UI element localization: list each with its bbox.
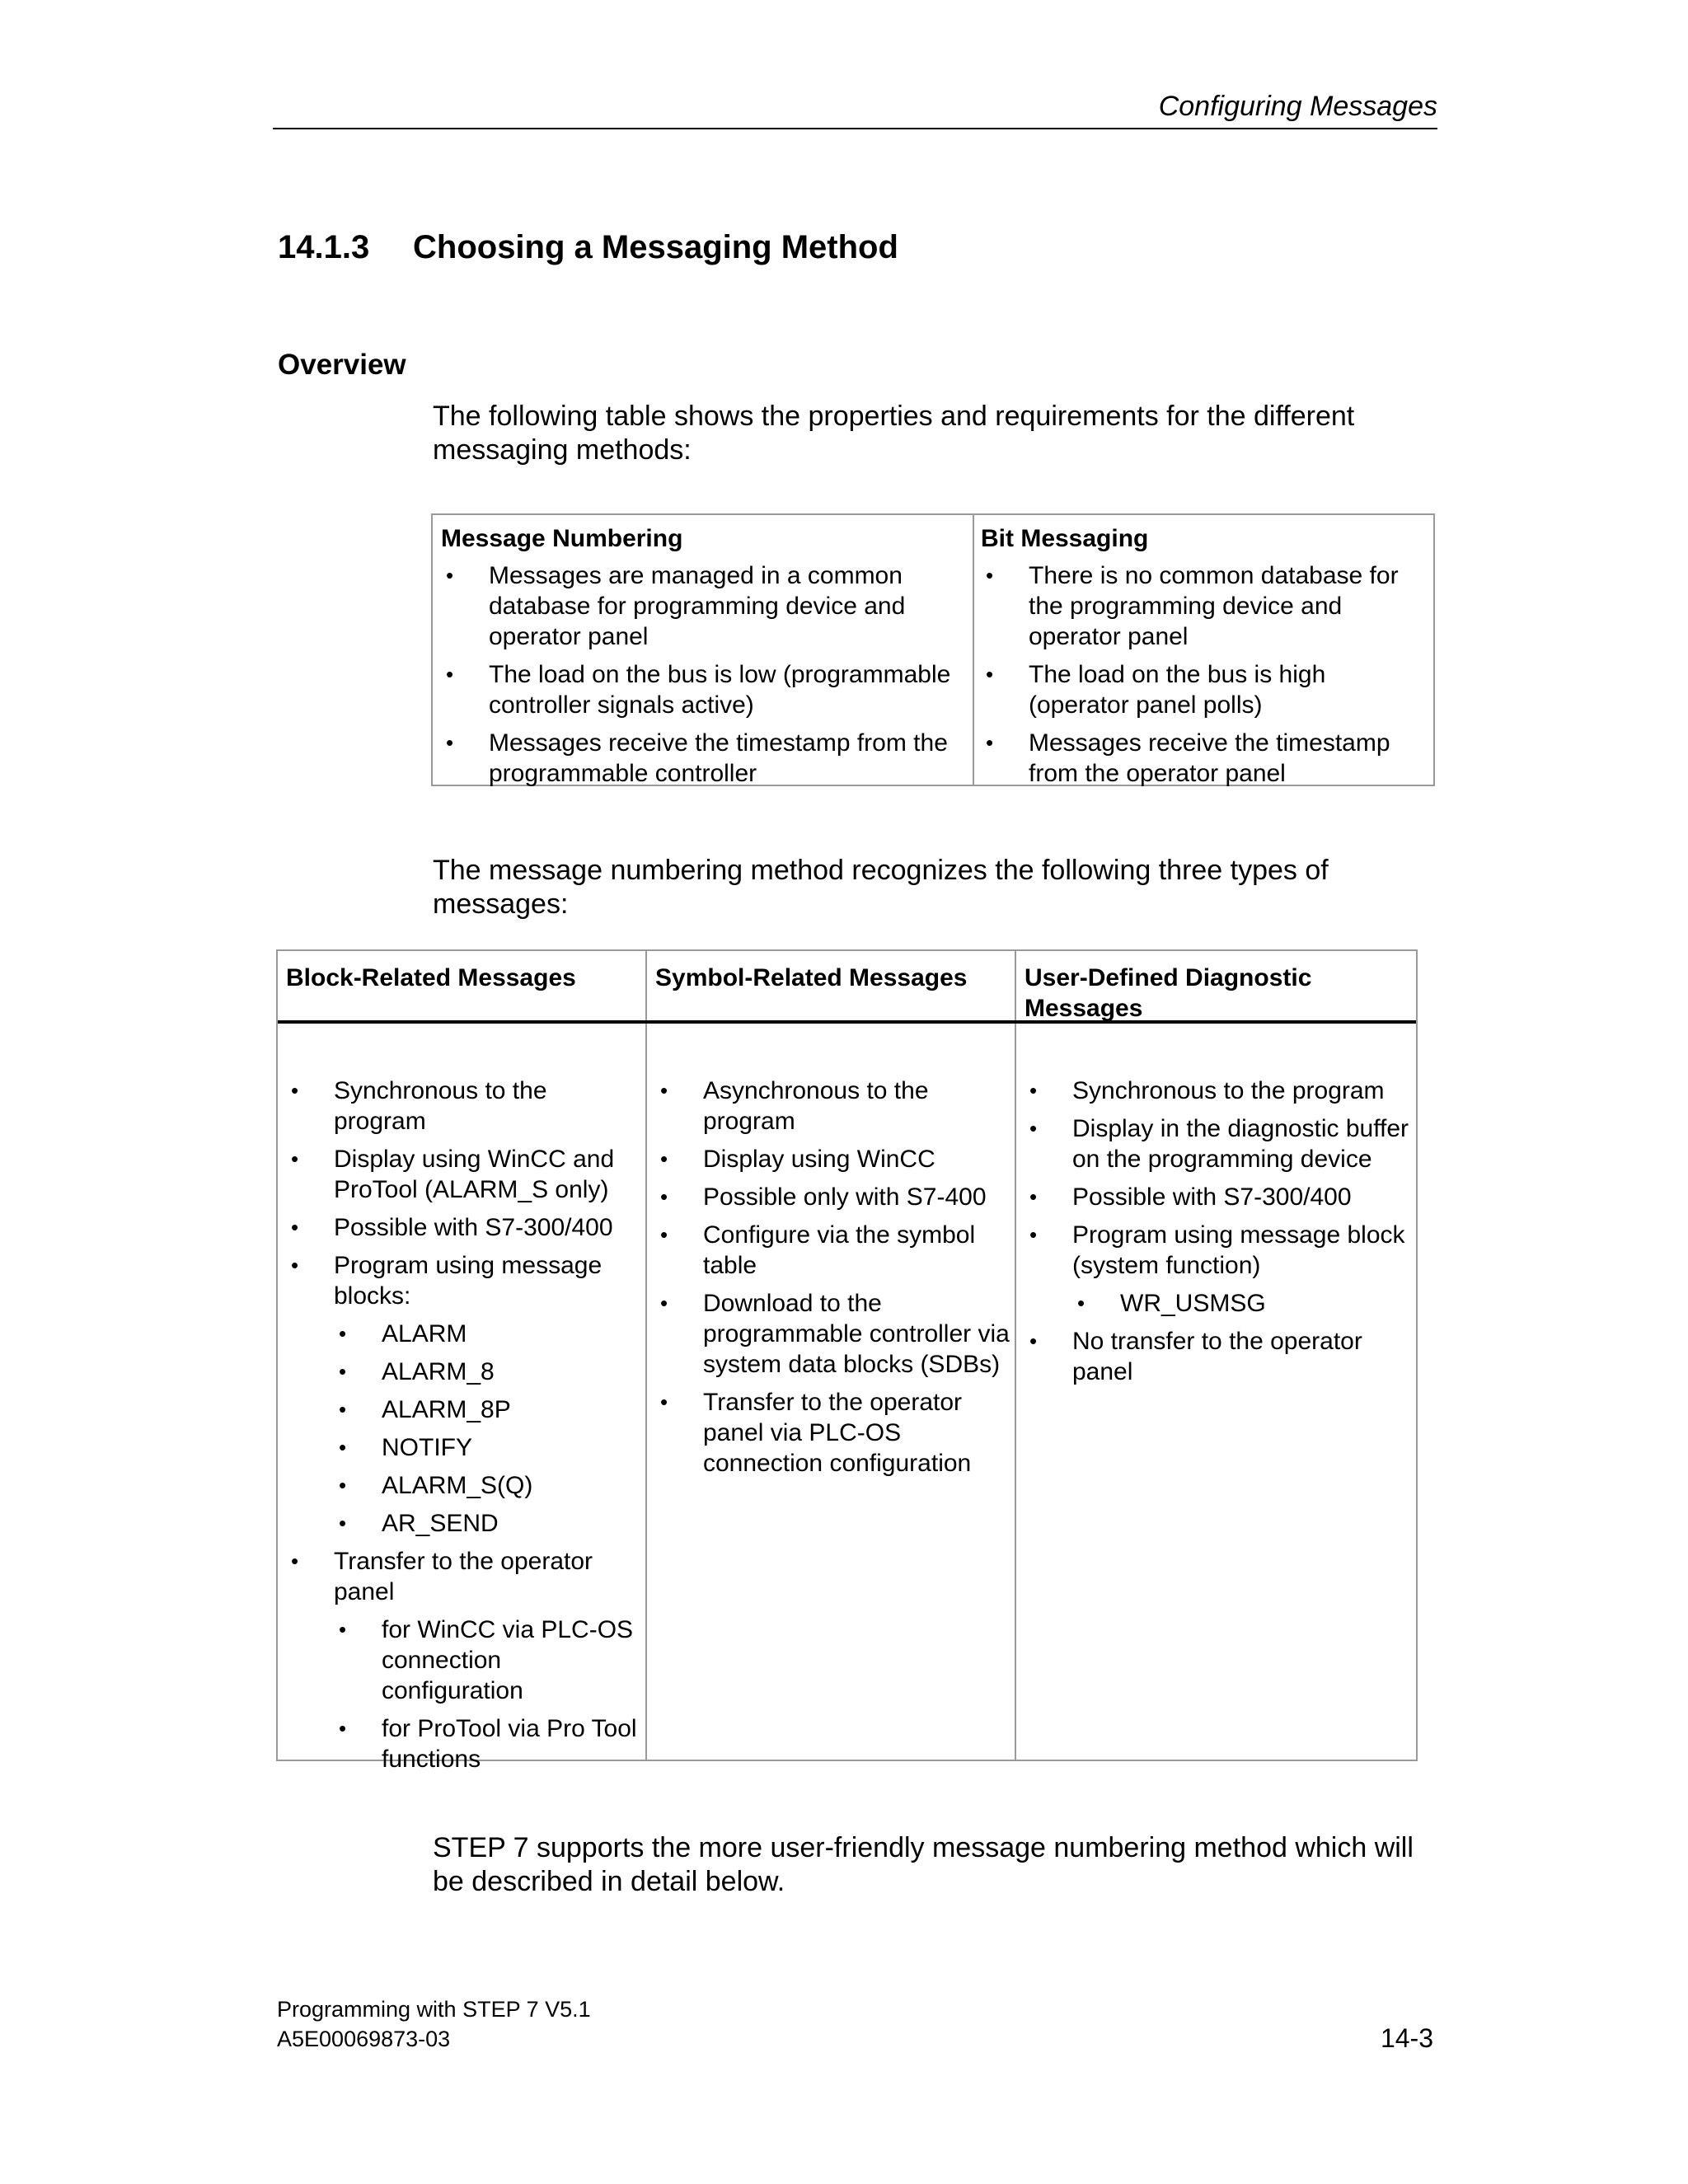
- list-item-label: Transfer to the operator panel: [334, 1548, 593, 1605]
- overview-heading: Overview: [278, 349, 406, 381]
- sub-list-item: • ALARM: [334, 1319, 640, 1349]
- closing-paragraph: STEP 7 supports the more user-friendly message numbering method which will be described in detail below.: [433, 1832, 1414, 1897]
- list-item-label: Program using message block (system function): [1072, 1221, 1405, 1279]
- bullet-list: [655, 1068, 1010, 1479]
- list-item: • There is no common database for the programming device and operator panel: [981, 560, 1430, 652]
- sub-list-item: • WR_USMSG: [1072, 1288, 1416, 1319]
- message-types-paragraph: The message numbering method recognizes the following three types of messages:: [433, 855, 1329, 920]
- list-item-label: Program using message blocks:: [334, 1252, 603, 1310]
- list-item: • Configure via the symbol table: [655, 1220, 1010, 1281]
- column-header: User-Defined Diagnostic Messages: [1025, 964, 1312, 1022]
- section-number: 14.1.3: [278, 229, 370, 265]
- list-item: • Display in the diagnostic buffer on the programming device: [1025, 1113, 1416, 1174]
- list-item: • Possible with S7-300/400: [286, 1212, 640, 1243]
- section-title: Choosing a Messaging Method: [413, 229, 898, 265]
- sub-bullet-list: [334, 1615, 640, 1774]
- header-rule: [273, 128, 1437, 129]
- column-header: Symbol-Related Messages: [655, 964, 968, 991]
- messaging-methods-table: [431, 513, 1435, 786]
- intro-paragraph: The following table shows the properties and requirements for the different messaging methods:: [433, 401, 1355, 466]
- table-column-divider: [1015, 951, 1016, 1760]
- running-header: Configuring Messages: [1158, 91, 1437, 122]
- list-item: [286, 1546, 640, 1774]
- column-header: Message Numbering: [441, 525, 683, 552]
- list-item: [1025, 1220, 1416, 1319]
- sub-list-item: • AR_SEND: [334, 1508, 640, 1539]
- list-item: [286, 1250, 640, 1539]
- message-types-table: [276, 949, 1418, 1773]
- message-numbering-column: [441, 515, 968, 789]
- block-related-column: [286, 951, 640, 1773]
- column-header: Bit Messaging: [981, 525, 1149, 552]
- list-item: • Display using WinCC and ProTool (ALARM_S only): [286, 1144, 640, 1205]
- sub-bullet-list: [334, 1319, 640, 1539]
- list-item: • Display using WinCC: [655, 1144, 1010, 1174]
- sub-list-item: • for ProTool via Pro Tool functions: [334, 1713, 640, 1774]
- bullet-list: [1025, 1068, 1416, 1387]
- user-defined-diagnostic-column: [1025, 951, 1416, 1385]
- bullet-list: [286, 1068, 640, 1774]
- sub-list-item: • ALARM_S(Q): [334, 1470, 640, 1501]
- list-item: • Transfer to the operator panel via PLC-OS connection configuration: [655, 1387, 1010, 1479]
- list-item: • Possible with S7-300/400: [1025, 1182, 1416, 1212]
- bit-messaging-column: [981, 515, 1430, 789]
- list-item: • The load on the bus is high (operator panel polls): [981, 659, 1430, 720]
- list-item: • Messages are managed in a common database for programming device and operator panel: [441, 560, 968, 652]
- list-item: • Asynchronous to the program: [655, 1076, 1010, 1137]
- table-column-divider: [973, 515, 974, 785]
- list-item: • Messages receive the timestamp from the programmable controller: [441, 728, 968, 789]
- page-number: 14-3: [1380, 2023, 1433, 2053]
- bullet-list: [981, 560, 1430, 789]
- sub-list-item: • ALARM_8P: [334, 1394, 640, 1425]
- sub-list-item: • ALARM_8: [334, 1357, 640, 1387]
- symbol-related-column: [655, 951, 1010, 1477]
- sub-list-item: • NOTIFY: [334, 1432, 640, 1463]
- column-header: Block-Related Messages: [286, 964, 576, 991]
- sub-bullet-list: [1072, 1288, 1416, 1319]
- list-item: • Synchronous to the program: [1025, 1076, 1416, 1106]
- bullet-list: [441, 560, 968, 789]
- footer-order-number: A5E00069873-03: [277, 2027, 451, 2051]
- list-item: • The load on the bus is low (programmable controller signals active): [441, 659, 968, 720]
- list-item: • Possible only with S7-400: [655, 1182, 1010, 1212]
- sub-list-item: • for WinCC via PLC-OS connection configuration: [334, 1615, 640, 1706]
- footer-left: [277, 1994, 591, 2054]
- section-heading: [278, 229, 898, 266]
- list-item: • No transfer to the operator panel: [1025, 1326, 1416, 1387]
- table-column-divider: [645, 951, 647, 1760]
- list-item: • Synchronous to the program: [286, 1076, 640, 1137]
- list-item: • Download to the programmable controller via system data blocks (SDBs): [655, 1288, 1010, 1380]
- list-item: • Messages receive the timestamp from the operator panel: [981, 728, 1430, 789]
- footer-manual-title: Programming with STEP 7 V5.1: [277, 1997, 591, 2022]
